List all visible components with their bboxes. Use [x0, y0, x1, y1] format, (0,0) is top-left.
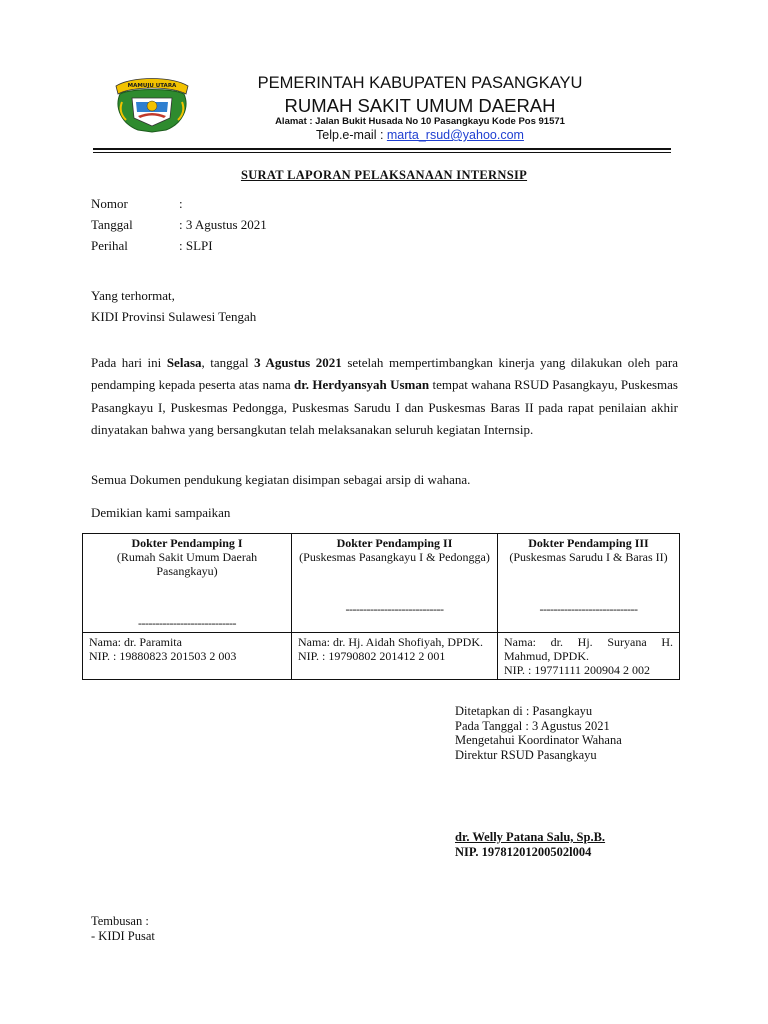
signatory-name: Nama: dr. Hj. Aidah Shofiyah, DPDK.: [298, 635, 483, 649]
meta-row-perihal: [91, 238, 213, 254]
cc-label: Tembusan :: [91, 914, 149, 928]
signature-line: ----------------------------: [539, 602, 638, 616]
p1-date: 3 Agustus 2021: [254, 355, 342, 370]
meta-label: Tanggal: [91, 217, 133, 232]
p1-day: Selasa: [166, 355, 202, 370]
signatory-details-2: [292, 633, 498, 680]
meta-label: Nomor: [91, 196, 128, 211]
signatory-nip: NIP. : 19790802 201412 2 001: [298, 649, 446, 663]
signature-line: ----------------------------: [345, 602, 444, 616]
header-divider-thick: [93, 148, 671, 150]
meta-row-nomor: [91, 196, 183, 212]
body-paragraph-1: [91, 352, 678, 442]
p1-text: tempat wahana RSUD Pasangkayu, Puskesmas Pasangkayu I, Puskesmas Pedongga, Puskesmas Sarudu I dan Puskesmas Baras II pada rapat penilaian akhir dinyatakan bahwa yang bersangkutan telah melaksanakan seluruh kegiatan Internsip.: [91, 377, 678, 438]
carbon-copy: [91, 914, 155, 944]
recipient: KIDI Provinsi Sulawesi Tengah: [91, 309, 257, 324]
signatory-heading: Dokter Pendamping II: [336, 536, 453, 550]
regency-emblem-logo: [112, 72, 192, 134]
body-paragraph-3: Demikian kami sampaikan: [91, 505, 231, 520]
p1-text: , tanggal: [201, 355, 255, 370]
approval-position: Direktur RSUD Pasangkayu: [455, 747, 597, 762]
signatory-institution: (Puskesmas Pasangkayu I & Pedongga): [299, 550, 490, 564]
signatory-heading: Dokter Pendamping III: [528, 536, 649, 550]
signatory-institution: (Puskesmas Sarudu I & Baras II): [509, 550, 668, 564]
approval-place: Ditetapkan di : Pasangkayu: [455, 704, 593, 718]
signature-line: ----------------------------: [138, 616, 236, 630]
signatory-details-1: [83, 633, 292, 680]
p1-text: setelah mempertimbangkan kinerja yang dilakukan oleh para pendamping kepada peserta atas nama: [91, 355, 679, 393]
approval-block: [455, 704, 622, 762]
signatory-cell-1: [83, 534, 292, 633]
signatory-name: Nama: dr. Paramita: [89, 635, 182, 649]
signatory-cell-3: [498, 534, 680, 633]
hospital-contact: [200, 128, 640, 142]
approval-role: Mengetahui Koordinator Wahana: [455, 733, 622, 747]
director-name: dr. Welly Patana Salu, Sp.B.: [455, 830, 606, 844]
approval-date: Pada Tanggal : 3 Agustus 2021: [455, 718, 610, 733]
table-row: [83, 534, 680, 633]
meta-label: Perihal: [91, 238, 128, 253]
signatory-details-3: [498, 633, 680, 680]
meta-value: :: [179, 196, 183, 211]
body-paragraph-2: Semua Dokumen pendukung kegiatan disimpan sebagai arsip di wahana.: [91, 472, 471, 487]
header-divider-thin: [93, 152, 671, 153]
logo-banner-text: MAMUJU UTARA: [127, 83, 177, 89]
government-name: PEMERINTAH KABUPATEN PASANGKAYU: [257, 74, 583, 92]
hospital-name: RUMAH SAKIT UMUM DAERAH: [284, 95, 556, 116]
p1-participant-name: dr. Herdyansyah Usman: [293, 377, 430, 393]
meta-value: : SLPI: [179, 238, 213, 253]
hospital-address: Alamat : Jalan Bukit Husada No 10 Pasangkayu Kode Pos 91571: [275, 116, 565, 127]
signatory-nip: NIP. : 19880823 201503 2 003: [89, 649, 237, 663]
letter-title: SURAT LAPORAN PELAKSANAAN INTERNSIP: [240, 168, 528, 182]
signatory-institution: (Rumah Sakit Umum Daerah Pasangkayu): [116, 550, 258, 578]
p1-text: Pada hari ini: [91, 355, 167, 370]
email-link[interactable]: marta_rsud@yahoo.com: [386, 128, 524, 142]
signatory-cell-2: [292, 534, 498, 633]
signatory-heading: Dokter Pendamping I: [131, 536, 243, 550]
contact-label: Telp.e-mail :: [316, 128, 387, 142]
meta-row-tanggal: [91, 217, 267, 233]
signatories-table: [82, 533, 680, 680]
director-signature: [455, 830, 605, 860]
signatory-name: Nama: dr. Hj. Suryana H. Mahmud, DPDK.: [504, 635, 673, 663]
table-row: [83, 633, 680, 680]
cc-item: - KIDI Pusat: [91, 929, 155, 943]
signatory-nip: NIP. : 19771111 200904 2 002: [504, 663, 651, 677]
meta-value: : 3 Agustus 2021: [179, 217, 267, 232]
director-nip: NIP. 19781201200502l004: [455, 845, 592, 859]
salutation: Yang terhormat,: [91, 288, 175, 303]
